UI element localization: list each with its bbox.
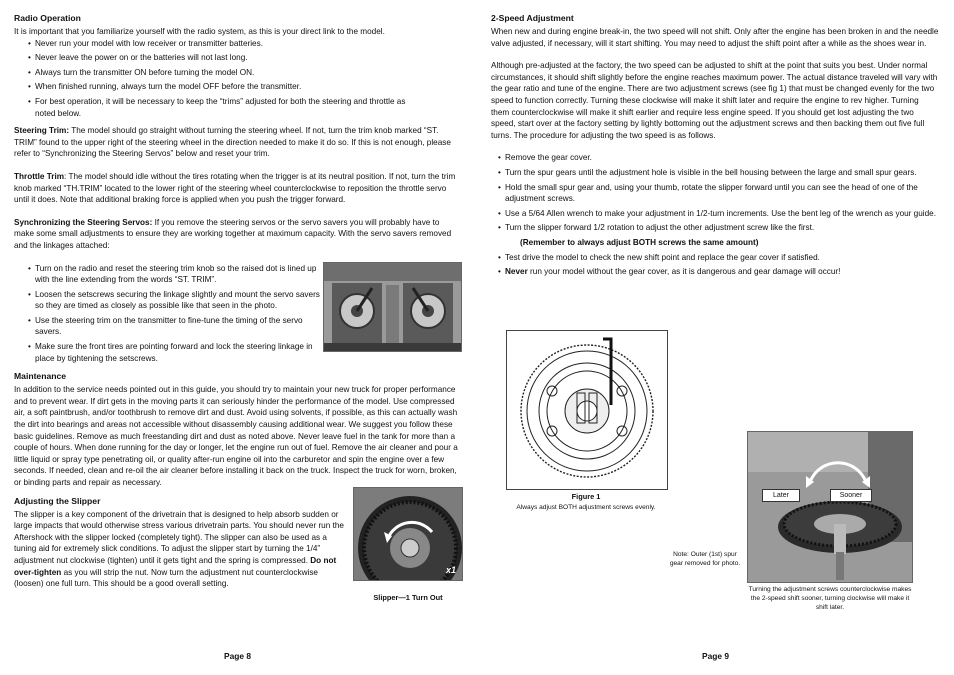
never-text: run your model without the gear cover, as it is dangerous and gear damage will occur! xyxy=(527,267,841,277)
sync-text: If you remove the steering servos or the servo savers you will probably have to make some small adjustments to ensure they are working together at maximum capacity. With the servo savers removed and the linkages attached: xyxy=(14,217,452,250)
slipper-heading: Adjusting the Slipper xyxy=(14,495,101,506)
photo-note: Note: Outer (1st) spur gear removed for photo. xyxy=(669,551,741,567)
slipper-turn-label: x1 xyxy=(445,565,456,576)
list-item: • Never leave the power on or the batteries will not last long. xyxy=(14,52,460,64)
two-speed-illustration xyxy=(748,432,912,582)
slipper-text-before: The slipper is a key component of the drivetrain that is designed to help absorb sudden or large impacts that would otherwise stress various drivetrain parts. You should never run the Aftershock with the slipper locked (completely tight). The slipper can also be used as a tuning aid for extremely slick conditions. To adjust the slipper start by turning the 1/4” adjustment nut clockwise (tighten) until it gets tight and the spring is compressed. xyxy=(14,509,344,565)
radio-intro: It is important that you familiarize yourself with the radio system, as this is your direct link to the model. xyxy=(14,27,385,36)
throttle-trim-term: Throttle Trim xyxy=(14,171,65,181)
throttle-trim-text: : The model should idle without the tires rotating when the trigger is at its neutral position. If not, turn the trim knob marked “TH.TRIM” located to the lower right of the steering wheel counterclockwise to reposition the throttle servo until it does. Note that additional braking force is applied when you push the trigger forward. xyxy=(14,171,456,205)
list-item xyxy=(484,266,939,278)
servo-savers-photo xyxy=(323,262,462,352)
radio-bullets xyxy=(14,38,460,120)
servo-savers-illustration xyxy=(324,263,461,351)
right-page xyxy=(491,12,939,281)
list-item: • Test drive the model to check the new shift point and replace the gear cover if satisfied. xyxy=(484,252,939,264)
figure-1-box xyxy=(506,330,668,490)
steering-trim-paragraph xyxy=(14,125,460,160)
list-item: • Hold the small spur gear and, using your thumb, rotate the slipper forward until you can see the head of one of the adjustment screws. xyxy=(484,182,939,205)
list-item: • Turn the slipper forward 1/2 rotation to adjust the other adjustment screw like the first. xyxy=(484,222,939,234)
list-item: • Use the steering trim on the transmitter to fine-tune the timing of the servo savers. xyxy=(14,315,320,338)
list-item: • Remove the gear cover. xyxy=(484,152,939,164)
never-term: Never xyxy=(505,267,528,277)
two-speed-bullets-2 xyxy=(484,252,939,278)
list-item: • Always turn the transmitter ON before turning the model ON. xyxy=(14,67,460,79)
page-number-left: Page 8 xyxy=(224,651,252,661)
list-item: • Make sure the front tires are pointing forward and lock the steering linkage in place by tightening the setscrews. xyxy=(14,341,320,364)
two-speed-p2: Although pre-adjusted at the factory, the two speed can be adjusted to shift at the point that suits you best. Under normal circumstances, it should shift slightly before the engine reaches maximum power. The actual distance traveled will vary with the gear ratio and tune of the engine. There are two adjustment screws (see fig 1) that must be changed evenly for the two speed to function correctly. Turning these clockwise will make it shift later and require the engine to rev higher. Turning them counterclockwise will make it shift earlier and require less engine speed. If you should get lost adjusting the two speed, start over at the factory setting by lightly bottoming out the adjustment screws and then backing them out five full turns. The procedure for adjusting the two speed is as follows. xyxy=(491,61,938,140)
list-item: • Turn on the radio and reset the steering trim knob so the raised dot is lined up with the line extending from the words “ST. TRIM”. xyxy=(14,263,320,286)
figure-1-diagram xyxy=(507,331,667,489)
list-item: • Loosen the setscrews securing the linkage slightly and mount the servo savers so they are timed as closely as possible like that seen in the photo. xyxy=(14,289,320,312)
slipper-text xyxy=(14,509,344,590)
two-speed-bullets xyxy=(484,152,939,234)
steering-trim-term: Steering Trim: xyxy=(14,126,70,136)
slipper-photo-caption: Slipper—1 Turn Out xyxy=(373,593,443,602)
sync-paragraph xyxy=(14,217,460,252)
figure-1-caption: Always adjust BOTH adjustment screws evenly. xyxy=(516,504,656,511)
list-item: • For best operation, it will be necessary to keep the “trims” adjusted for both the steering and throttle as noted below. xyxy=(14,96,460,119)
sync-term: Synchronizing the Steering Servos: xyxy=(14,217,153,227)
throttle-trim-paragraph xyxy=(14,171,460,206)
slipper-photo xyxy=(353,487,463,581)
list-item: • Use a 5/64 Allen wrench to make your adjustment in 1/2-turn increments. Use the bent leg of the wrench as your guide. xyxy=(484,208,939,220)
two-speed-photo xyxy=(747,431,913,583)
list-item: • Turn the spur gears until the adjustment hole is visible in the bell housing between the large and small spur gears. xyxy=(484,167,939,179)
figure-1-title: Figure 1 xyxy=(571,492,601,501)
maintenance-heading: Maintenance xyxy=(14,371,67,382)
radio-operation-heading: Radio Operation xyxy=(14,13,81,23)
two-speed-heading: 2-Speed Adjustment xyxy=(491,13,574,23)
slipper-warning: Do not over-tighten xyxy=(14,555,337,577)
two-speed-reminder: (Remember to always adjust BOTH screws the same amount) xyxy=(520,237,759,247)
two-speed-p1: When new and during engine break-in, the two speed will not shift. Only after the engine has been broken in and the needle valve adjusted, if necessary, will it start shifting. You may need to adjust the shift point after a while as the shoes wear in. xyxy=(491,27,939,48)
sooner-label: Sooner xyxy=(830,489,872,502)
slipper-text-after: as you will strip the nut. Now turn the adjustment nut counterclockwise (loosen) one full turn. This should be a good overall setting. xyxy=(14,567,318,589)
page-number-right: Page 9 xyxy=(702,651,730,661)
list-item: • Never run your model with low receiver or transmitter batteries. xyxy=(14,38,460,50)
list-item: • When finished running, always turn the model OFF before the transmitter. xyxy=(14,81,460,93)
steering-trim-text: The model should go straight without turning the steering wheel. If not, turn the trim knob marked “ST. TRIM” found to the upper right of the steering wheel in the direction needed to make it do so. If this is not enough, please refer to “Synchronizing the Steering Servos” below and reset your trim. xyxy=(14,126,451,159)
maintenance-text: In addition to the service needs pointed out in this guide, you should try to maintain your new truck for proper performance and to prevent wear. If dirt gets in the moving parts it can seriously hinder the performance of the model. Use compressed air, a soft paintbrush, and/or toothbrush to remove dirt and dust. Avoid using solvents, if possible, as this can actually wash the dirt into bearings and areas not accessible without disassembly causing additional wear. We suggest you follow these basic guidelines. Remove as much freestanding dirt and dust as noted above. Never leave fuel in the tank for more than a couple of hours. When done running for the day or longer, let the engine run out of fuel. Remove the air cleaner and pour a little liquid or spray type penetrating oil, or quality after-run engine oil into the carburetor and spin the engine over a few seconds. If needed, clean and re-oil the air cleaner before installing it back on the truck. Inspect the truck for worn, broken, or binding parts and repair as necessary. xyxy=(14,385,458,487)
sync-bullets xyxy=(14,263,320,365)
two-speed-photo-caption: Turning the adjustment screws counterclockwise makes the 2-speed shift sooner, turning clockwise will make it shift later. xyxy=(748,586,912,611)
later-label: Later xyxy=(762,489,800,502)
